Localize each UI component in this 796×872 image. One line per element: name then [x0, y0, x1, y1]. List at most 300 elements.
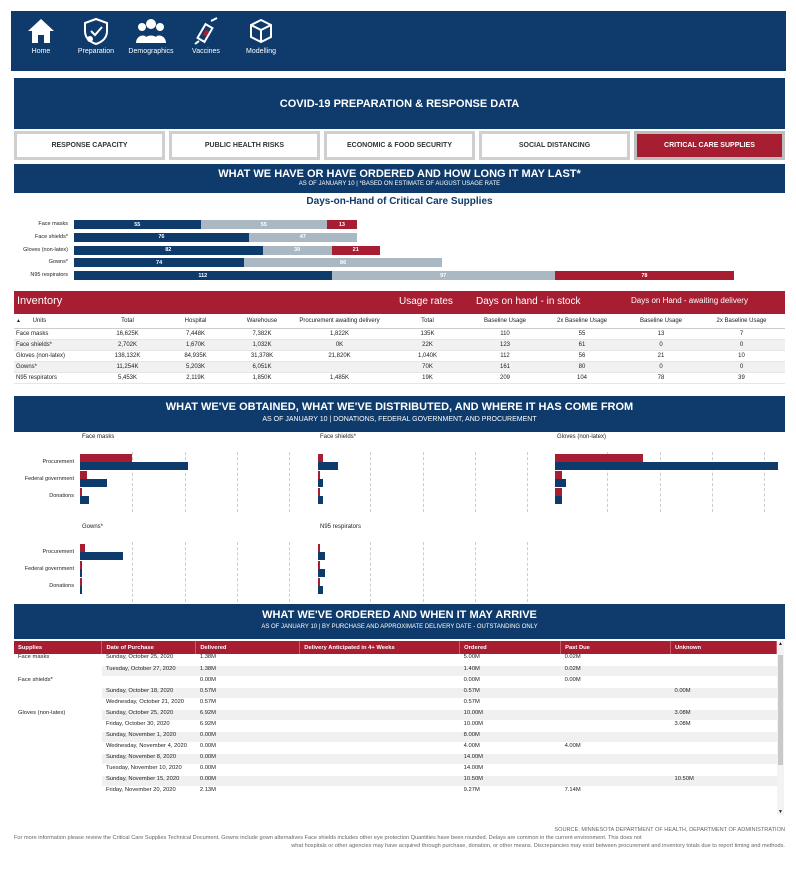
cell: [300, 654, 460, 665]
cell: 0K: [294, 339, 385, 350]
cell: 3.08M: [671, 709, 777, 720]
column-header[interactable]: Total: [94, 315, 161, 328]
cell: [671, 786, 777, 797]
scroll-up-icon[interactable]: ▲: [778, 641, 783, 647]
cell: 161: [470, 361, 540, 372]
cell: [300, 709, 460, 720]
table-row: [14, 698, 777, 709]
cell: 16,625K: [94, 328, 161, 339]
chart-title: Gloves (non-latex): [557, 434, 607, 440]
cell: [102, 676, 196, 687]
bar-segment[interactable]: 86: [244, 258, 442, 267]
column-header[interactable]: Delivered: [196, 641, 300, 654]
grid-line: [423, 542, 424, 602]
section-header-ordered: [14, 604, 785, 639]
cell: [300, 676, 460, 687]
source-note: SOURCE: MINNESOTA DEPARTMENT OF HEALTH, DEPARTMENT OF ADMINISTRATION: [554, 827, 785, 833]
cell: 61: [540, 339, 624, 350]
bar[interactable]: [80, 454, 132, 462]
table-row: [14, 654, 777, 665]
cell: 10.00M: [460, 720, 561, 731]
cell: 78: [624, 372, 698, 383]
bar-segment[interactable]: 55: [201, 220, 328, 229]
column-header[interactable]: Past Due: [561, 641, 671, 654]
cell: 8.00M: [460, 731, 561, 742]
grid-line: [527, 542, 528, 602]
category-label: Federal government: [24, 566, 74, 572]
bar-segment[interactable]: 78: [555, 271, 734, 280]
cell: [561, 775, 671, 786]
table-row: [14, 742, 777, 753]
cell: 2,119K: [161, 372, 230, 383]
cell: 1,040K: [385, 350, 470, 361]
cell: [671, 742, 777, 753]
scroll-thumb[interactable]: [778, 655, 783, 765]
cell: 1,485K: [294, 372, 385, 383]
cell: 5,453K: [94, 372, 161, 383]
cell: 14.00M: [460, 764, 561, 775]
cell: 10.50M: [460, 775, 561, 786]
cell: 19K: [385, 372, 470, 383]
bar-segment[interactable]: 97: [332, 271, 555, 280]
cell: [671, 676, 777, 687]
cell: 0.57M: [460, 698, 561, 709]
table-row: [14, 350, 785, 361]
bar[interactable]: [318, 578, 320, 586]
grid-line: [132, 452, 133, 512]
bar[interactable]: [80, 488, 82, 496]
cell: 7.14M: [561, 786, 671, 797]
cell: 9.27M: [460, 786, 561, 797]
column-header[interactable]: Unknown: [671, 641, 777, 654]
source-chart: [555, 432, 785, 517]
source-charts: [0, 432, 796, 602]
table-row: [14, 764, 777, 775]
grid-line: [370, 542, 371, 602]
cell: Wednesday, October 21, 2020: [102, 698, 196, 709]
cell: 22K: [385, 339, 470, 350]
bar-segment[interactable]: 112: [74, 271, 332, 280]
chart-title: Face masks: [82, 434, 115, 440]
cell: Gloves (non-latex): [14, 350, 94, 361]
bar[interactable]: [555, 488, 562, 496]
cell: Tuesday, November 10, 2020: [102, 764, 196, 775]
bar[interactable]: [555, 471, 562, 479]
bar[interactable]: [80, 479, 107, 487]
cell: 0: [698, 339, 785, 350]
cell: [300, 731, 460, 742]
chart-title: Gowns*: [82, 524, 104, 530]
table-row: [14, 339, 785, 350]
bar[interactable]: [318, 488, 320, 496]
cell: 21: [624, 350, 698, 361]
cell: 14.00M: [460, 753, 561, 764]
bar-segment[interactable]: 30: [263, 246, 332, 255]
category-label: N95 respirators: [30, 272, 68, 279]
cell: [14, 731, 102, 742]
cell: [561, 731, 671, 742]
grid-line: [475, 452, 476, 512]
cell: 0: [624, 339, 698, 350]
table-row: [14, 709, 777, 720]
column-header[interactable]: ▲ Units: [14, 315, 94, 328]
cell: [671, 698, 777, 709]
tab-public-health-risks[interactable]: PUBLIC HEALTH RISKS: [169, 131, 320, 160]
section-subtitle: AS OF JANUARY 10 | BY PURCHASE AND APPROXIMATE DELIVERY DATE - OUTSTANDING ONLY: [261, 624, 538, 630]
tab-critical-care-supplies[interactable]: CRITICAL CARE SUPPLIES: [634, 131, 785, 160]
cell: 56: [540, 350, 624, 361]
bar[interactable]: [80, 561, 82, 569]
cell: 104: [540, 372, 624, 383]
category-label: Gloves (non-latex): [23, 246, 68, 253]
cell: [300, 720, 460, 731]
cell: 0.00M: [196, 753, 300, 764]
bar[interactable]: [555, 479, 566, 487]
bar-segment[interactable]: 47: [249, 233, 357, 242]
column-header[interactable]: Baseline Usage: [470, 315, 540, 328]
category-label: Federal government: [24, 476, 74, 482]
cell: 0.00M: [196, 764, 300, 775]
section-title: WHAT WE'VE OBTAINED, WHAT WE'VE DISTRIBUTED, AND WHERE IT HAS COME FROM: [165, 401, 634, 413]
cell: Sunday, October 25, 2020: [102, 654, 196, 665]
cube-network-icon: [246, 17, 276, 45]
bar[interactable]: [80, 578, 82, 586]
section-title: WHAT WE HAVE OR HAVE ORDERED AND HOW LONG IT MAY LAST*: [218, 168, 581, 180]
bar[interactable]: [555, 462, 778, 470]
bar[interactable]: [318, 552, 325, 560]
cell: 1.38M: [196, 654, 300, 665]
cell: 4.00M: [561, 742, 671, 753]
cell: [14, 786, 102, 797]
nav-home[interactable]: [15, 17, 67, 55]
bar[interactable]: [318, 462, 338, 470]
table-row: [14, 786, 777, 797]
cell: 0.00M: [196, 775, 300, 786]
cell: 0.00M: [460, 676, 561, 687]
table-row: [14, 328, 785, 339]
table-row: [14, 361, 785, 372]
grid-line: [132, 542, 133, 602]
tab-response-capacity[interactable]: RESPONSE CAPACITY: [14, 131, 165, 160]
table-row: [14, 775, 777, 786]
bar[interactable]: [80, 462, 188, 470]
scroll-down-icon[interactable]: ▼: [778, 809, 783, 815]
cell: Tuesday, October 27, 2020: [102, 665, 196, 676]
grid-line: [712, 452, 713, 512]
section-title: WHAT WE'VE ORDERED AND WHEN IT MAY ARRIVE: [262, 609, 537, 621]
cell: 0.02M: [561, 654, 671, 665]
cell: [300, 753, 460, 764]
cell: 10: [698, 350, 785, 361]
cell: 123: [470, 339, 540, 350]
table-row: [14, 720, 777, 731]
source-chart: [24, 522, 310, 607]
cell: 1,670K: [161, 339, 230, 350]
table-row: [14, 665, 777, 676]
column-header[interactable]: Date of Purchase: [102, 641, 196, 654]
cell: 6,051K: [230, 361, 294, 372]
cell: [14, 775, 102, 786]
footer-notes: [14, 826, 785, 850]
nav-modelling[interactable]: [235, 17, 287, 55]
cell: 0: [624, 361, 698, 372]
cell: 138,132K: [94, 350, 161, 361]
bar[interactable]: [318, 586, 323, 594]
cell: 11,254K: [94, 361, 161, 372]
table-row: [14, 676, 777, 687]
cell: 209: [470, 372, 540, 383]
cell: 1.38M: [196, 665, 300, 676]
cell: 10.00M: [460, 709, 561, 720]
cell: [300, 698, 460, 709]
cell: [300, 786, 460, 797]
cell: [14, 698, 102, 709]
cell: Face masks: [14, 654, 102, 665]
cell: 2,702K: [94, 339, 161, 350]
cell: Face shields*: [14, 676, 102, 687]
chart-title: N95 respirators: [320, 524, 362, 530]
cell: 39: [698, 372, 785, 383]
grid-line: [185, 452, 186, 512]
days-awaiting-label: Days on Hand - awaiting delivery: [631, 296, 748, 305]
bar[interactable]: [80, 569, 82, 577]
cell: 112: [470, 350, 540, 361]
grid-line: [237, 542, 238, 602]
cell: Face masks: [14, 328, 94, 339]
cell: 3.08M: [671, 720, 777, 731]
section-subtitle: AS OF JANUARY 10 | *BASED ON ESTIMATE OF AUGUST USAGE RATE: [298, 181, 501, 187]
cell: Gowns*: [14, 361, 94, 372]
column-header[interactable]: Procurement awaiting delivery: [294, 315, 385, 328]
inventory-header-bar: [14, 291, 785, 314]
cell: Face shields*: [14, 339, 94, 350]
cell: [14, 753, 102, 764]
bar[interactable]: [555, 454, 643, 462]
column-header[interactable]: Supplies: [14, 641, 102, 654]
grid-line: [527, 452, 528, 512]
cell: 1,822K: [294, 328, 385, 339]
nav-label: Modelling: [246, 48, 276, 55]
nav-preparation[interactable]: [70, 17, 122, 55]
source-chart: [24, 432, 310, 517]
table-row: [14, 687, 777, 698]
grid-line: [660, 452, 661, 512]
chart-title: Days-on-Hand of Critical Care Supplies: [306, 196, 493, 207]
cell: 70K: [385, 361, 470, 372]
nav-label: Vaccines: [192, 48, 220, 55]
cell: 10.50M: [671, 775, 777, 786]
cell: Friday, November 20, 2020: [102, 786, 196, 797]
cell: 4.00M: [460, 742, 561, 753]
footer-note-line: what hospitals or other agencies may have acquired through purchase, donation, or other means. Discrepancies may exist between procurement and inventory totals due to report timing and methods.: [291, 843, 785, 849]
cell: 5.00M: [460, 654, 561, 665]
category-label: Procurement: [42, 549, 74, 555]
bar-segment[interactable]: 82: [74, 246, 263, 255]
cell: Sunday, October 25, 2020: [102, 709, 196, 720]
cell: 0.00M: [196, 742, 300, 753]
cell: 13: [624, 328, 698, 339]
grid-line: [370, 452, 371, 512]
nav-demographics[interactable]: [125, 17, 177, 55]
table-row: [14, 731, 777, 742]
grid-line: [289, 452, 290, 512]
category-label: Gowns*: [48, 259, 68, 266]
cell: [671, 654, 777, 665]
cell: [671, 753, 777, 764]
days-in-stock-label: Days on hand - in stock: [476, 296, 581, 307]
cell: 0: [698, 361, 785, 372]
table-row: [14, 753, 777, 764]
bar[interactable]: [318, 471, 320, 479]
bar[interactable]: [318, 479, 323, 487]
cell: 2.13M: [196, 786, 300, 797]
tab-economic-food-security[interactable]: ECONOMIC & FOOD SECURITY: [324, 131, 475, 160]
grid-line: [475, 542, 476, 602]
column-header[interactable]: Ordered: [460, 641, 561, 654]
home-icon: [26, 17, 56, 45]
cell: [14, 687, 102, 698]
cell: [14, 665, 102, 676]
table-header-row: [14, 315, 785, 328]
grid-line: [185, 542, 186, 602]
section-header-on-hand: [14, 164, 785, 193]
cell: Sunday, November 1, 2020: [102, 731, 196, 742]
column-header[interactable]: Warehouse: [230, 315, 294, 328]
cell: [561, 709, 671, 720]
cell: 0.02M: [561, 665, 671, 676]
cell: 80: [540, 361, 624, 372]
cell: 0.57M: [196, 698, 300, 709]
cell: Sunday, November 15, 2020: [102, 775, 196, 786]
cell: [671, 731, 777, 742]
orders-table: [14, 641, 777, 798]
column-header[interactable]: Delivery Anticipated in 4+ Weeks: [300, 641, 460, 654]
cell: 31,378K: [230, 350, 294, 361]
cell: 7: [698, 328, 785, 339]
bar-segment[interactable]: 13: [327, 220, 357, 229]
top-nav-bar: [11, 11, 786, 71]
category-label: Face masks: [38, 221, 68, 227]
cell: [14, 742, 102, 753]
cell: 0.00M: [196, 676, 300, 687]
cell: 0.57M: [196, 687, 300, 698]
cell: [561, 687, 671, 698]
cell: Friday, October 30, 2020: [102, 720, 196, 731]
cell: [300, 665, 460, 676]
sort-ascending-icon: ▲: [16, 318, 21, 325]
bar-segment[interactable]: 74: [74, 258, 244, 267]
cell: 6.92M: [196, 709, 300, 720]
cell: Sunday, October 18, 2020: [102, 687, 196, 698]
column-header[interactable]: Total: [385, 315, 470, 328]
bar[interactable]: [80, 471, 87, 479]
category-label: Procurement: [42, 459, 74, 465]
bar-segment[interactable]: 76: [74, 233, 249, 242]
source-chart: [318, 522, 548, 607]
cell: [300, 742, 460, 753]
inventory-table: [14, 315, 785, 384]
footer-note-line: For more information please review the Critical Care Supplies Technical Document. Gowns include gown alternatives Face shields includes other eye protection Quantities have been rounded. Delays are common in the current environment. This does not: [14, 835, 642, 841]
cell: Gloves (non-latex): [14, 709, 102, 720]
bar-segment[interactable]: 21: [332, 246, 380, 255]
bar[interactable]: [318, 544, 320, 552]
cell: 135K: [385, 328, 470, 339]
cell: 7,382K: [230, 328, 294, 339]
cell: 0.57M: [460, 687, 561, 698]
source-chart: [318, 432, 548, 517]
cell: [14, 764, 102, 775]
column-header[interactable]: 2x Baseline Usage: [698, 315, 785, 328]
page-title: COVID-19 PREPARATION & RESPONSE DATA: [14, 78, 785, 129]
cell: N95 respirators: [14, 372, 94, 383]
inventory-title: Inventory: [17, 295, 63, 307]
cell: [561, 753, 671, 764]
cell: 55: [540, 328, 624, 339]
category-label: Donations: [49, 493, 74, 499]
days-on-hand-chart: [0, 216, 796, 286]
cell: 1.40M: [460, 665, 561, 676]
bar[interactable]: [80, 496, 89, 504]
bar[interactable]: [80, 544, 85, 552]
cell: 84,935K: [161, 350, 230, 361]
nav-vaccines[interactable]: [180, 17, 232, 55]
cell: Sunday, November 8, 2020: [102, 753, 196, 764]
cell: [300, 687, 460, 698]
usage-rates-label: Usage rates: [399, 296, 453, 307]
bar[interactable]: [555, 496, 562, 504]
grid-line: [237, 452, 238, 512]
bar[interactable]: [318, 561, 320, 569]
cell: 5,203K: [161, 361, 230, 372]
cell: 1,850K: [230, 372, 294, 383]
cell: [294, 361, 385, 372]
tab-social-distancing[interactable]: SOCIAL DISTANCING: [479, 131, 630, 160]
bar[interactable]: [80, 586, 82, 594]
cell: 0.00M: [561, 676, 671, 687]
shield-gear-icon: [81, 17, 111, 45]
cell: 7,448K: [161, 328, 230, 339]
table-scrollbar[interactable]: [777, 641, 784, 815]
cell: 110: [470, 328, 540, 339]
grid-line: [289, 542, 290, 602]
bar[interactable]: [318, 454, 323, 462]
bar-segment[interactable]: 55: [74, 220, 201, 229]
nav-label: Home: [31, 48, 51, 55]
cell: 1,032K: [230, 339, 294, 350]
people-icon: [136, 17, 166, 45]
cell: [561, 720, 671, 731]
cell: 6.92M: [196, 720, 300, 731]
category-label: Donations: [49, 583, 74, 589]
section-header-obtained: [14, 396, 785, 432]
grid-line: [764, 452, 765, 512]
table-header-row: [14, 641, 777, 654]
bar[interactable]: [318, 496, 323, 504]
cell: [671, 665, 777, 676]
cell: 0.00M: [196, 731, 300, 742]
nav-label: Demographics: [128, 48, 174, 55]
column-header[interactable]: 2x Baseline Usage: [540, 315, 624, 328]
column-header[interactable]: Hospital: [161, 315, 230, 328]
cell: [671, 764, 777, 775]
bar[interactable]: [80, 552, 123, 560]
cell: 21,820K: [294, 350, 385, 361]
grid-line: [423, 452, 424, 512]
bar[interactable]: [318, 569, 325, 577]
table-row: [14, 372, 785, 383]
cell: Wednesday, November 4, 2020: [102, 742, 196, 753]
column-header[interactable]: Baseline Usage: [624, 315, 698, 328]
